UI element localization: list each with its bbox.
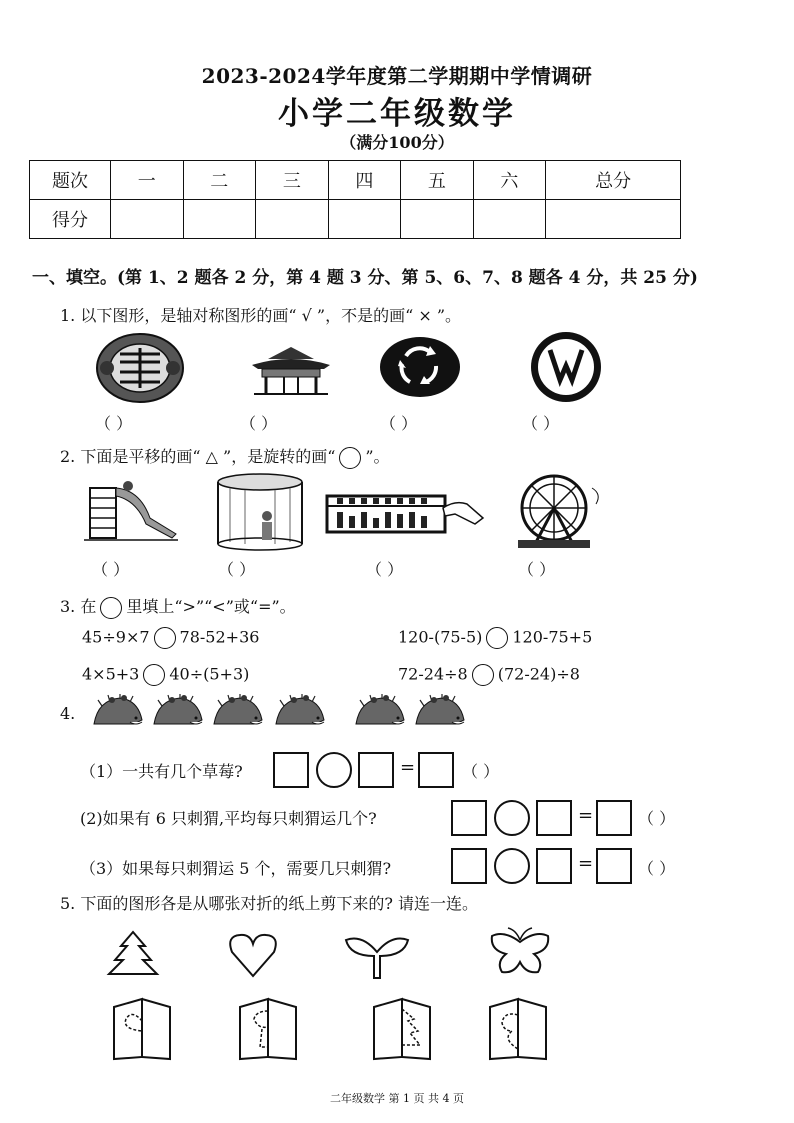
q1-answer-3[interactable]: （ ） [380, 414, 418, 433]
pine-tree-shape-icon [105, 930, 161, 978]
q1-answer-1[interactable]: （ ） [95, 414, 133, 433]
q3-item-left: 120-(75-5) [398, 627, 483, 647]
q3-item-left: 72-24÷8 [398, 664, 468, 684]
score-input-cell[interactable] [256, 200, 329, 239]
compare-circle[interactable] [143, 664, 165, 686]
score-table [29, 160, 681, 239]
abacus-hand-icon [325, 490, 485, 538]
hedgehog-icon [150, 694, 204, 734]
score-table-cell: 二 [183, 161, 256, 200]
answer-box[interactable] [596, 800, 632, 836]
q3-item-left: 45÷9×7 [82, 627, 150, 647]
q3-text-before: 3. 在 [60, 597, 97, 616]
q3-item-right: 40÷(5+3) [169, 664, 250, 684]
ferris-wheel-icon [512, 474, 604, 550]
equals-sign: = [400, 757, 416, 778]
q2-answer-3[interactable]: （ ） [366, 560, 404, 579]
q2-answer-1[interactable]: （ ） [92, 560, 130, 579]
double-happiness-emblem-icon [95, 330, 185, 406]
score-table-cell: 六 [473, 161, 546, 200]
operator-circle[interactable] [316, 752, 352, 788]
circle-icon [339, 447, 361, 469]
hedgehog-icon [352, 694, 406, 734]
score-table-cell: 三 [256, 161, 329, 200]
score-input-cell[interactable] [401, 200, 474, 239]
operator-circle[interactable] [494, 800, 530, 836]
butterfly-shape-icon [488, 926, 552, 978]
page-footer: 二年级数学 第 1 页 共 4 页 [330, 1092, 464, 1105]
compare-circle[interactable] [486, 627, 508, 649]
q3-text-after: 里填上“>”“<”或“=”。 [126, 597, 296, 616]
equals-sign: = [578, 805, 594, 826]
full-score-note: （满分100分） [340, 133, 454, 152]
q3-item-right: 120-75+5 [512, 627, 593, 647]
q4-number: 4. [60, 704, 76, 723]
score-input-cell[interactable] [183, 200, 256, 239]
answer-box[interactable] [451, 848, 487, 884]
rotate-arrows-sign-icon [378, 336, 462, 398]
vw-logo-icon [528, 332, 604, 402]
q3-text [60, 594, 296, 619]
folded-paper-icon [372, 995, 432, 1061]
answer-box[interactable] [536, 848, 572, 884]
q2-text-after: ”。 [365, 447, 390, 466]
pavilion-icon [248, 343, 334, 395]
score-table-cell: 五 [401, 161, 474, 200]
folded-paper-icon [238, 995, 298, 1061]
score-input-cell[interactable] [328, 200, 401, 239]
q2-answer-4[interactable]: （ ） [518, 560, 556, 579]
q3-item-right: 78-52+36 [179, 627, 260, 647]
q4-unit-answer-3[interactable]: （ ） [638, 859, 676, 878]
score-table-cell: 题次 [30, 161, 111, 200]
q4-unit-answer-2[interactable]: （ ） [638, 809, 676, 828]
score-input-cell[interactable] [546, 200, 681, 239]
q1-text: 1. 以下图形，是轴对称图形的画“ √ ”，不是的画“ × ”。 [60, 306, 462, 325]
operator-circle[interactable] [494, 848, 530, 884]
q3-item-left: 4×5+3 [82, 664, 140, 684]
answer-box[interactable] [451, 800, 487, 836]
exam-title-line2: 小学二年级数学 [278, 96, 516, 132]
exam-title-line1: 2023-2024学年度第二学期期中学情调研 [201, 64, 593, 88]
score-table-header-row [30, 161, 681, 200]
score-table-cell: 总分 [546, 161, 681, 200]
q2-text [60, 444, 390, 469]
q3-item-3 [82, 664, 249, 686]
q3-item-right: (72-24)÷8 [497, 664, 580, 684]
q4-sub2-text: (2)如果有 6 只刺猬,平均每只刺猬运几个? [80, 809, 377, 828]
score-table-cell: 一 [111, 161, 184, 200]
q1-answer-2[interactable]: （ ） [240, 414, 278, 433]
answer-box[interactable] [596, 848, 632, 884]
heart-shape-icon [228, 932, 278, 978]
q3-item-1 [82, 627, 259, 649]
hedgehog-icon [210, 694, 264, 734]
q5-text: 5. 下面的图形各是从哪张对折的纸上剪下来的? 请连一连。 [60, 894, 479, 913]
section1-heading: 一、填空。(第 1、2 题各 2 分，第 4 题 3 分、第 5、6、7、8 题各 4 分，共 25 分) [32, 268, 698, 288]
revolving-door-icon [215, 472, 305, 550]
hedgehog-icon [412, 694, 466, 734]
compare-circle[interactable] [472, 664, 494, 686]
q3-item-4 [398, 664, 580, 686]
q2-text-before: 2. 下面是平移的画“ △ ”，是旋转的画“ [60, 447, 336, 466]
answer-box[interactable] [273, 752, 309, 788]
score-table-cell: 四 [328, 161, 401, 200]
score-table-score-row [30, 200, 681, 239]
q4-sub1-text: （1）一共有几个草莓? [80, 762, 243, 781]
compare-circle[interactable] [154, 627, 176, 649]
score-table-cell: 得分 [30, 200, 111, 239]
equals-sign: = [578, 853, 594, 874]
sprout-shape-icon [342, 932, 412, 980]
answer-box[interactable] [418, 752, 454, 788]
hedgehog-icon [90, 694, 144, 734]
score-input-cell[interactable] [111, 200, 184, 239]
score-input-cell[interactable] [473, 200, 546, 239]
q4-sub3-text: （3）如果每只刺猬运 5 个，需要几只刺猬? [80, 859, 392, 878]
q1-answer-4[interactable]: （ ） [522, 414, 560, 433]
folded-paper-icon [112, 995, 172, 1061]
hedgehog-icon [272, 694, 326, 734]
folded-paper-icon [488, 995, 548, 1061]
q4-unit-answer-1[interactable]: （ ） [462, 762, 500, 781]
q3-item-2 [398, 627, 592, 649]
playground-slide-icon [80, 478, 180, 544]
q2-answer-2[interactable]: （ ） [218, 560, 256, 579]
answer-box[interactable] [358, 752, 394, 788]
circle-icon [100, 597, 122, 619]
answer-box[interactable] [536, 800, 572, 836]
